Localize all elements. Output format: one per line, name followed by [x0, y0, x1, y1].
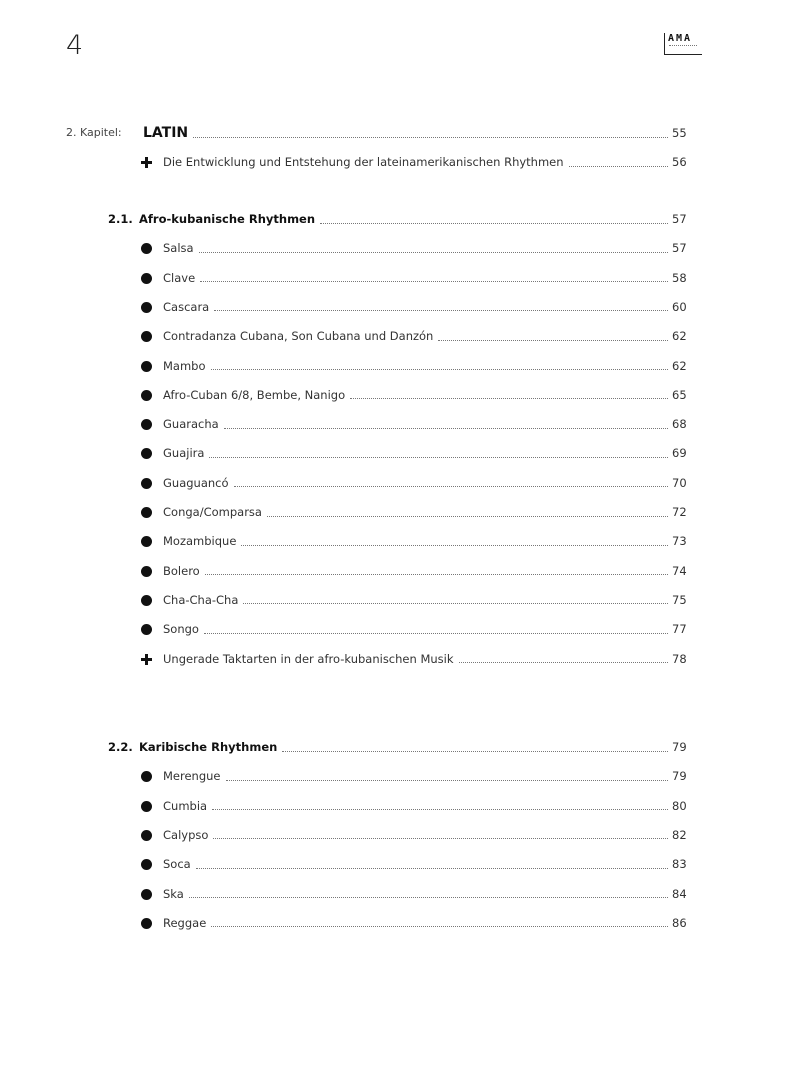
toc-entry-row[interactable]	[0, 326, 793, 346]
entry-page: 60	[672, 299, 687, 314]
logo-text: AMA	[668, 33, 693, 44]
dot-leader	[241, 544, 668, 546]
entry-page: 57	[672, 241, 687, 256]
toc-entry-row[interactable]	[0, 590, 793, 610]
bullet-icon	[141, 801, 152, 812]
chapter-title: LATIN	[143, 125, 189, 141]
plus-icon	[141, 654, 152, 665]
bullet-icon	[141, 859, 152, 870]
entry-page: 74	[672, 563, 687, 578]
toc-section-row[interactable]	[0, 209, 793, 229]
toc-entry-row[interactable]	[0, 473, 793, 493]
entry-page: 62	[672, 358, 687, 373]
plus-icon	[141, 157, 152, 168]
entry-title: Bolero	[163, 563, 200, 578]
entry-page: 77	[672, 622, 687, 637]
dot-leader	[211, 368, 668, 370]
toc-chapter-row[interactable]	[0, 123, 793, 143]
dot-leader	[459, 661, 669, 663]
toc-section-row[interactable]	[0, 737, 793, 757]
bullet-icon	[141, 448, 152, 459]
toc-entry-row[interactable]	[0, 268, 793, 288]
entry-title: Ska	[163, 886, 184, 901]
toc-entry-row[interactable]	[0, 356, 793, 376]
entry-title: Cumbia	[163, 798, 208, 813]
section-title: Afro-kubanische Rhythmen	[139, 212, 316, 226]
dot-leader	[226, 779, 669, 781]
dot-leader	[438, 339, 668, 341]
toc-entry-row[interactable]	[0, 913, 793, 933]
entry-title: Guaguancó	[163, 475, 229, 490]
bullet-icon	[141, 273, 152, 284]
toc-entry-row[interactable]	[0, 561, 793, 581]
section-number: 2.1.	[108, 212, 133, 226]
entry-page: 84	[672, 886, 687, 901]
entry-page: 72	[672, 505, 687, 519]
entry-page: 62	[672, 329, 687, 344]
bullet-icon	[141, 390, 152, 401]
entry-page: 80	[672, 798, 687, 813]
toc-entry-row[interactable]	[0, 766, 793, 786]
dot-leader	[214, 309, 668, 311]
entry-title: Cha-Cha-Cha	[163, 592, 239, 607]
entry-title: Merengue	[163, 769, 221, 784]
dot-leader	[569, 165, 668, 167]
toc-entry-row[interactable]	[0, 796, 793, 816]
entry-page: 78	[672, 651, 687, 666]
dot-leader	[211, 925, 668, 927]
entry-title: Songo	[163, 622, 199, 637]
toc-entry-row[interactable]	[0, 825, 793, 845]
entry-title: Contradanza Cubana, Son Cubana und Danzón	[163, 329, 434, 344]
publisher-logo	[664, 33, 702, 55]
entry-page: 68	[672, 417, 687, 432]
bullet-icon	[141, 478, 152, 489]
bullet-icon	[141, 771, 152, 782]
entry-title: Ungerade Taktarten in der afro-kubanischen Musik	[163, 651, 454, 666]
bullet-icon	[141, 419, 152, 430]
toc-entry-row[interactable]	[0, 297, 793, 317]
entry-title: Guajira	[163, 446, 205, 461]
bullet-icon	[141, 624, 152, 635]
entry-page: 82	[672, 827, 687, 842]
entry-page: 65	[672, 387, 687, 402]
toc-intro-row[interactable]	[0, 152, 793, 172]
toc-entry-row[interactable]	[0, 649, 793, 669]
dot-leader	[209, 456, 668, 458]
toc-entry-row[interactable]	[0, 502, 793, 522]
toc-entry-row[interactable]	[0, 854, 793, 874]
dot-leader	[243, 602, 668, 604]
entry-title: Salsa	[163, 241, 194, 256]
entry-title: Calypso	[163, 827, 209, 842]
bullet-icon	[141, 243, 152, 254]
entry-title: Soca	[163, 857, 191, 872]
section-page: 79	[672, 740, 687, 754]
entry-page: 79	[672, 769, 687, 784]
entry-page: 83	[672, 857, 687, 872]
dot-leader	[200, 280, 668, 282]
dot-leader	[196, 867, 668, 869]
toc-entry-row[interactable]	[0, 619, 793, 639]
dot-leader	[199, 251, 668, 253]
section-number: 2.2.	[108, 740, 133, 754]
bullet-icon	[141, 331, 152, 342]
bullet-icon	[141, 830, 152, 841]
entry-title: Mozambique	[163, 534, 237, 549]
dot-leader	[205, 573, 668, 575]
dot-leader	[267, 515, 668, 517]
bullet-icon	[141, 536, 152, 547]
entry-title: Cascara	[163, 299, 210, 314]
toc-entry-row[interactable]	[0, 385, 793, 405]
bullet-icon	[141, 918, 152, 929]
toc-entry-row[interactable]	[0, 884, 793, 904]
section-title: Karibische Rhythmen	[139, 740, 278, 754]
dot-leader	[282, 750, 668, 752]
bullet-icon	[141, 595, 152, 606]
toc-entry-row[interactable]	[0, 443, 793, 463]
entry-title: Afro-Cuban 6/8, Bembe, Nanigo	[163, 387, 346, 402]
toc-entry-row[interactable]	[0, 238, 793, 258]
entry-page: 56	[672, 155, 687, 169]
entry-page: 86	[672, 915, 687, 930]
dot-leader	[320, 222, 668, 224]
dot-leader	[204, 632, 668, 634]
entry-page: 75	[672, 592, 687, 607]
section-page: 57	[672, 212, 687, 226]
bullet-icon	[141, 889, 152, 900]
chapter-page: 55	[672, 126, 687, 140]
dot-leader	[193, 136, 668, 138]
entry-title: Conga/Comparsa	[163, 505, 262, 519]
entry-page: 70	[672, 475, 687, 490]
dot-leader	[350, 397, 668, 399]
entry-page: 58	[672, 270, 687, 285]
toc-entry-row[interactable]	[0, 414, 793, 434]
entry-page: 73	[672, 534, 687, 549]
entry-page: 69	[672, 446, 687, 461]
bullet-icon	[141, 361, 152, 372]
entry-title: Reggae	[163, 915, 207, 930]
dot-leader	[213, 837, 668, 839]
entry-title: Guaracha	[163, 417, 219, 432]
entry-title: Die Entwicklung und Entstehung der lateinamerikanischen Rhythmen	[163, 155, 564, 169]
bullet-icon	[141, 302, 152, 313]
dot-leader	[224, 427, 668, 429]
bullet-icon	[141, 566, 152, 577]
dot-leader	[189, 896, 668, 898]
bullet-icon	[141, 507, 152, 518]
entry-title: Mambo	[163, 358, 206, 373]
page-number: 4	[66, 30, 84, 61]
dot-leader	[212, 808, 668, 810]
logo-subline	[669, 45, 697, 50]
chapter-label: 2. Kapitel:	[66, 126, 122, 139]
toc-entry-row[interactable]	[0, 531, 793, 551]
entry-title: Clave	[163, 270, 196, 285]
dot-leader	[234, 485, 668, 487]
